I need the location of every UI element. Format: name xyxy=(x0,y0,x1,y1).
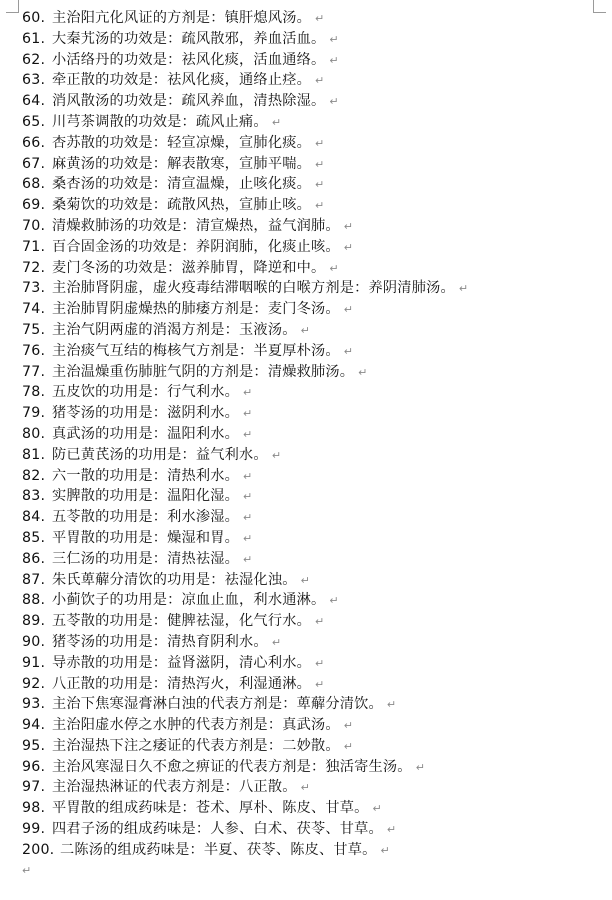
item-number: 77. xyxy=(22,363,46,380)
item-number: 84. xyxy=(22,509,46,526)
item-number: 74. xyxy=(22,301,46,318)
item-text: 主治气阴两虚的消渴方剂是：玉液汤。 xyxy=(52,321,297,338)
item-text: 小活络丹的功效是：祛风化痰，活血通络。 xyxy=(52,51,326,68)
item-number: 82. xyxy=(22,467,46,484)
list-item xyxy=(22,237,606,258)
list-item xyxy=(22,362,606,383)
list-item xyxy=(22,8,606,29)
paragraph-mark-icon: ↵ xyxy=(314,677,325,691)
item-number: 85. xyxy=(22,529,46,546)
list-item xyxy=(22,715,606,736)
item-number: 63. xyxy=(22,72,46,89)
paragraph-mark-icon: ↵ xyxy=(329,53,339,67)
item-number: 67. xyxy=(22,155,46,172)
item-number: 72. xyxy=(22,259,46,276)
list-item xyxy=(22,70,606,91)
item-number: 61. xyxy=(22,30,46,47)
paragraph-mark-icon: ↵ xyxy=(243,511,253,525)
list-item xyxy=(22,424,606,445)
empty-paragraph xyxy=(22,861,606,881)
list-item xyxy=(22,50,606,71)
item-number: 90. xyxy=(22,633,46,650)
item-number: 73. xyxy=(22,280,46,297)
list-item xyxy=(22,674,606,695)
list-item xyxy=(22,777,606,798)
paragraph-mark-icon: ↵ xyxy=(314,656,325,670)
list-item xyxy=(22,154,606,175)
paragraph-mark-icon: ↵ xyxy=(243,407,253,421)
paragraph-mark-icon: ↵ xyxy=(329,261,339,275)
item-number: 95. xyxy=(22,737,46,754)
list-item xyxy=(22,486,606,507)
item-text: 导赤散的功用是：益肾滋阴，清心利水。 xyxy=(52,654,311,671)
item-number: 88. xyxy=(22,592,46,609)
item-text: 小蓟饮子的功用是：凉血止血，利水通淋。 xyxy=(52,592,326,609)
item-number: 200. xyxy=(22,841,55,858)
item-text: 麦门冬汤的功效是：滋养肺胃，降逆和中。 xyxy=(52,259,326,276)
list-item xyxy=(22,341,606,362)
list-item xyxy=(22,258,606,279)
list-item xyxy=(22,382,606,403)
list-item xyxy=(22,611,606,632)
paragraph-mark-icon: ↵ xyxy=(458,282,469,296)
item-text: 大秦艽汤的功效是：疏风散邪，养血活血。 xyxy=(52,30,326,47)
paragraph-mark-icon: ↵ xyxy=(415,760,426,774)
paragraph-mark-icon: ↵ xyxy=(372,802,382,816)
paragraph-mark-icon: ↵ xyxy=(300,781,311,795)
list-item xyxy=(22,757,606,778)
list-item xyxy=(22,445,606,466)
item-text: 主治下焦寒湿膏淋白浊的代表方剂是：萆薢分清饮。 xyxy=(52,696,383,713)
item-text: 三仁汤的功用是：清热祛湿。 xyxy=(52,550,240,567)
list-item xyxy=(22,819,606,840)
list-item xyxy=(22,632,606,653)
list-item xyxy=(22,299,606,320)
paragraph-mark-icon: ↵ xyxy=(380,843,390,857)
list-item xyxy=(22,507,606,528)
paragraph-mark-icon: ↵ xyxy=(314,178,325,192)
item-text: 猪苓汤的功用是：滋阴利水。 xyxy=(52,405,240,422)
list-item xyxy=(22,174,606,195)
item-number: 80. xyxy=(22,425,46,442)
item-text: 桑杏汤的功效是：清宣温燥，止咳化痰。 xyxy=(52,176,311,193)
paragraph-mark-icon: ↵ xyxy=(243,490,253,504)
item-number: 86. xyxy=(22,550,46,567)
list-item xyxy=(22,403,606,424)
list-item xyxy=(22,466,606,487)
item-number: 60. xyxy=(22,10,46,26)
list-item xyxy=(22,112,606,133)
item-number: 69. xyxy=(22,197,46,214)
paragraph-mark-icon: ↵ xyxy=(314,615,325,629)
item-number: 66. xyxy=(22,134,46,151)
paragraph-mark-icon: ↵ xyxy=(314,136,325,150)
paragraph-mark-icon: ↵ xyxy=(300,573,311,587)
item-text: 牵正散的功效是：祛风化痰，通络止痉。 xyxy=(52,72,311,89)
list-item xyxy=(22,653,606,674)
paragraph-mark-icon: ↵ xyxy=(314,12,325,25)
paragraph-mark-icon: ↵ xyxy=(314,74,325,88)
paragraph-mark-icon: ↵ xyxy=(343,719,354,733)
item-text: 麻黄汤的功效是：解表散寒，宣肺平喘。 xyxy=(52,155,311,172)
paragraph-mark-icon: ↵ xyxy=(300,323,311,337)
item-number: 62. xyxy=(22,51,46,68)
item-number: 76. xyxy=(22,342,46,359)
item-text: 桑菊饮的功效是：疏散风热，宣肺止咳。 xyxy=(52,197,311,214)
paragraph-mark-icon: ↵ xyxy=(243,427,253,441)
paragraph-mark-icon: ↵ xyxy=(343,240,354,254)
paragraph-mark-icon: ↵ xyxy=(386,698,397,712)
item-text: 防已黄芪汤的功用是：益气利水。 xyxy=(52,446,268,463)
item-text: 八正散的功用是：清热泻火，利湿通淋。 xyxy=(52,675,311,692)
item-number: 83. xyxy=(22,488,46,505)
list-item xyxy=(22,549,606,570)
paragraph-mark-icon: ↵ xyxy=(243,469,253,483)
paragraph-mark-icon: ↵ xyxy=(329,594,339,608)
list-item xyxy=(22,798,606,819)
item-text: 消风散汤的功效是：疏风养血，清热除湿。 xyxy=(52,93,326,110)
item-text: 主治风寒湿日久不愈之痹证的代表方剂是：独活寄生汤。 xyxy=(52,758,412,775)
item-number: 65. xyxy=(22,113,46,130)
list-item xyxy=(22,570,606,591)
item-text: 清燥救肺汤的功效是：清宣燥热，益气润肺。 xyxy=(52,217,340,234)
item-number: 79. xyxy=(22,405,46,422)
paragraph-mark-icon: ↵ xyxy=(314,157,325,171)
paragraph-mark-icon: ↵ xyxy=(386,823,397,837)
document-body xyxy=(22,8,606,881)
item-text: 四君子汤的组成药味是：人参、白术、茯苓、甘草。 xyxy=(52,821,383,838)
item-text: 平胃散的功用是：燥湿和胃。 xyxy=(52,529,240,546)
list-item xyxy=(22,528,606,549)
item-number: 96. xyxy=(22,758,46,775)
list-item xyxy=(22,840,606,861)
item-number: 97. xyxy=(22,779,46,796)
list-item xyxy=(22,29,606,50)
paragraph-mark-icon: ↵ xyxy=(343,344,354,358)
item-text: 主治痰气互结的梅核气方剂是：半夏厚朴汤。 xyxy=(52,342,340,359)
paragraph-mark-icon: ↵ xyxy=(358,365,368,379)
list-item xyxy=(22,195,606,216)
list-item xyxy=(22,278,606,299)
paragraph-mark-icon: ↵ xyxy=(243,386,253,400)
item-text: 五皮饮的功用是：行气利水。 xyxy=(52,384,240,401)
paragraph-mark-icon: ↵ xyxy=(271,115,282,129)
item-text: 杏苏散的功效是：轻宣凉燥，宣肺化痰。 xyxy=(52,134,311,151)
list-item xyxy=(22,216,606,237)
item-text: 五苓散的功用是：健脾祛湿，化气行水。 xyxy=(52,613,311,630)
list-item xyxy=(22,320,606,341)
item-number: 94. xyxy=(22,717,46,734)
page-corner-mark-left xyxy=(6,0,19,13)
item-number: 70. xyxy=(22,217,46,234)
item-number: 78. xyxy=(22,384,46,401)
item-number: 81. xyxy=(22,446,46,463)
list-item xyxy=(22,694,606,715)
paragraph-mark-icon: ↵ xyxy=(343,219,354,233)
item-number: 99. xyxy=(22,821,46,838)
item-text: 二陈汤的组成药味是：半夏、茯苓、陈皮、甘草。 xyxy=(60,841,377,858)
paragraph-mark-icon: ↵ xyxy=(314,199,325,213)
item-text: 朱氏萆薢分清饮的功用是：祛湿化浊。 xyxy=(52,571,297,588)
item-number: 98. xyxy=(22,800,46,817)
paragraph-mark-icon: ↵ xyxy=(243,531,253,545)
item-text: 川芎茶调散的功效是：疏风止痛。 xyxy=(52,113,268,130)
item-text: 主治温燥重伤肺脏气阴的方剂是：清燥救肺汤。 xyxy=(52,363,355,380)
item-number: 92. xyxy=(22,675,46,692)
item-text: 六一散的功用是：清热利水。 xyxy=(52,467,240,484)
paragraph-mark-icon: ↵ xyxy=(329,32,339,46)
item-number: 64. xyxy=(22,93,46,110)
list-item xyxy=(22,590,606,611)
item-text: 主治肺肾阴虚，虚火疫毒结滞咽喉的白喉方剂是：养阴清肺汤。 xyxy=(52,280,455,297)
item-text: 主治肺胃阴虚燥热的肺痿方剂是：麦门冬汤。 xyxy=(52,301,340,318)
paragraph-mark-icon: ↵ xyxy=(243,552,253,566)
item-number: 75. xyxy=(22,321,46,338)
paragraph-mark-icon: ↵ xyxy=(343,303,354,317)
item-number: 93. xyxy=(22,696,46,713)
paragraph-mark-icon: ↵ xyxy=(271,635,282,649)
item-text: 猪苓汤的功用是：清热育阴利水。 xyxy=(52,633,268,650)
list-item xyxy=(22,133,606,154)
list-item xyxy=(22,91,606,112)
item-text: 真武汤的功用是：温阳利水。 xyxy=(52,425,240,442)
paragraph-mark-icon: ↵ xyxy=(329,95,339,109)
item-text: 平胃散的组成药味是：苍术、厚朴、陈皮、甘草。 xyxy=(52,800,369,817)
item-text: 主治湿热淋证的代表方剂是：八正散。 xyxy=(52,779,297,796)
item-number: 68. xyxy=(22,176,46,193)
paragraph-mark-icon: ↵ xyxy=(271,448,282,462)
list-item xyxy=(22,736,606,757)
item-text: 主治湿热下注之痿证的代表方剂是：二妙散。 xyxy=(52,737,340,754)
item-text: 实脾散的功用是：温阳化湿。 xyxy=(52,488,240,505)
paragraph-mark-icon: ↵ xyxy=(343,739,354,753)
item-number: 71. xyxy=(22,238,46,255)
paragraph-mark-icon: ↵ xyxy=(22,863,32,877)
item-text: 主治阳亢化风证的方剂是：镇肝熄风汤。 xyxy=(52,10,311,26)
item-number: 91. xyxy=(22,654,46,671)
item-text: 五苓散的功用是：利水渗湿。 xyxy=(52,509,240,526)
item-text: 百合固金汤的功效是：养阴润肺，化痰止咳。 xyxy=(52,238,340,255)
item-number: 89. xyxy=(22,613,46,630)
item-text: 主治阳虚水停之水肿的代表方剂是：真武汤。 xyxy=(52,717,340,734)
item-number: 87. xyxy=(22,571,46,588)
